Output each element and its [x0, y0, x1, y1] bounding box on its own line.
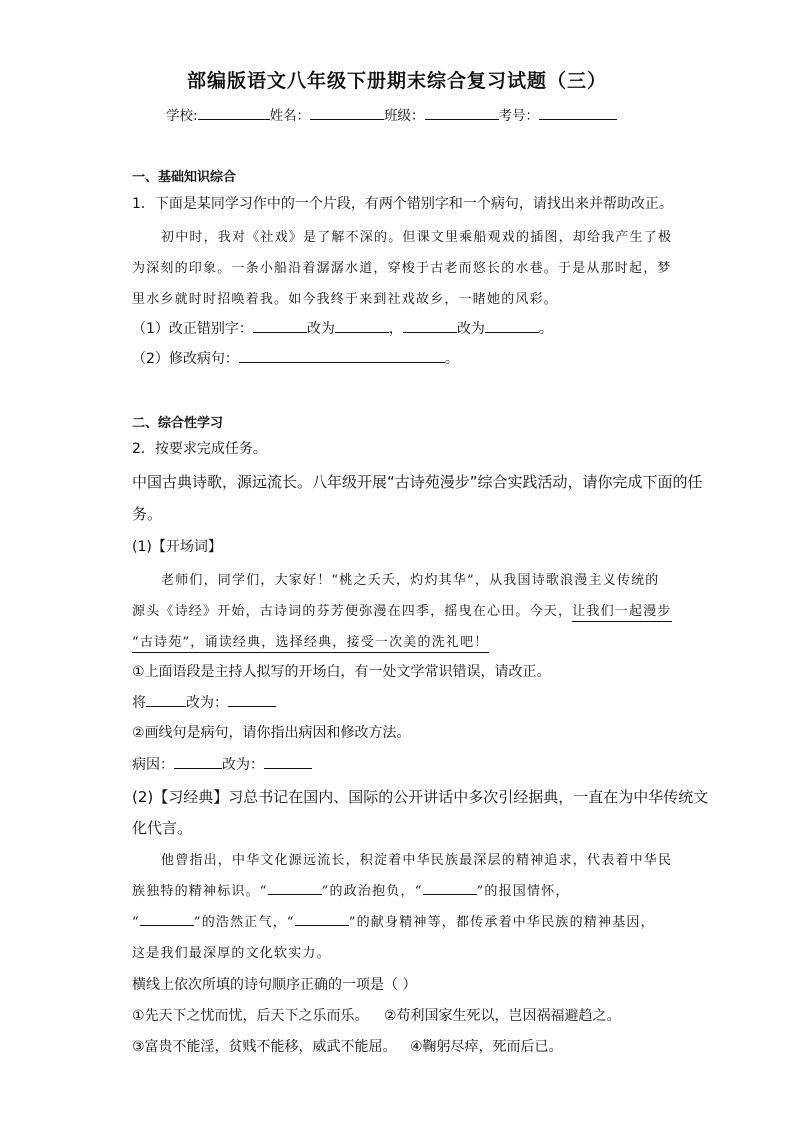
sub1-change-to-2: 改为 — [456, 321, 485, 337]
task1-to-label: 改为： — [186, 695, 228, 711]
sub1-change-to-1: 改为 — [306, 321, 335, 337]
sub1-comma: ， — [388, 321, 403, 337]
typo-fix-blank-1[interactable] — [335, 318, 389, 333]
task1-fill — [132, 692, 276, 712]
underlined-sentence-part1: 让我们一起漫步 — [572, 604, 671, 622]
passage1-line3: 里水乡就时时招唤着我。如今我终于来到社戏故乡，一睹她的风彩。 — [132, 292, 559, 307]
exam-no-label: 考号： — [498, 108, 540, 124]
passage1-line2: 为深刻的印象。一条小船沿着潺潺水道，穿梭于古老而悠长的水巷。于是从那时起，梦 — [132, 261, 672, 276]
task2-cause-blank[interactable] — [174, 754, 222, 769]
task2-fix-label: 改为： — [222, 757, 264, 773]
task1-from-label: 将 — [132, 695, 146, 711]
task2-fill — [132, 754, 312, 774]
typo-blank-1[interactable] — [253, 318, 307, 333]
part1-label: (1)【开场词】 — [132, 539, 222, 555]
task2-text: ②画线句是病句，请你指出病因和修改方法。 — [132, 725, 411, 741]
page-title: 部编版语文八年级下册期末综合复习试题（三） — [186, 70, 607, 92]
choice-question: 横线上依次所填的诗句顺序正确的一项是（ ） — [132, 977, 417, 993]
passage1-line1: 初中时，我对《社戏》是了解不深的。但课文里乘船观戏的插图，却给我产生了极 — [161, 230, 673, 245]
sub2-label: （2）修改病句： — [132, 351, 239, 367]
intro-line2: 务。 — [132, 505, 163, 523]
option-3: ③富贵不能淫，贫贱不能移，威武不能屈。 — [132, 1039, 397, 1055]
poem-blank-2[interactable] — [423, 880, 477, 895]
class-label: 班级： — [384, 108, 425, 124]
opening-line3 — [132, 631, 489, 650]
poem-blank-4[interactable] — [295, 911, 349, 926]
school-blank[interactable] — [198, 105, 270, 120]
exam-no-blank[interactable] — [539, 105, 617, 120]
underlined-sentence-part2: “古诗苑”，诵读经典，选择经典，接受一次美的洗礼吧！ — [132, 635, 489, 653]
quote-line2-text-a: 族独特的精神标识。“ — [132, 884, 268, 899]
part2-line1: (2)【习经典】习总书记在国内、国际的公开讲话中多次引经据典，一直在为中华传统文 — [132, 788, 709, 806]
quote-line2-text-c: ”的报国情怀， — [476, 884, 570, 899]
quote-passage-line4: 这是我们最深厚的文化软实力。 — [132, 946, 331, 961]
school-label: 学校: — [166, 108, 198, 124]
task2-cause-label: 病因： — [132, 757, 174, 773]
part2-line2: 化代言。 — [132, 819, 193, 837]
poem-blank-3[interactable] — [140, 911, 194, 926]
quote-line3-text-c: ”的献身精神等，都传承着中华民族的精神基因， — [348, 915, 655, 930]
sub-question-2 — [132, 348, 459, 368]
quote-passage-line2 — [132, 880, 570, 899]
task1-text: ①上面语段是主持人拟写的开场白，有一处文学常识错误，请改正。 — [132, 664, 551, 680]
name-blank[interactable] — [310, 105, 384, 120]
opening-line1: 老师们，同学们，大家好！“桃之夭夭，灼灼其华”，从我国诗歌浪漫主义传统的 — [161, 573, 660, 588]
class-blank[interactable] — [425, 105, 499, 120]
typo-fix-blank-2[interactable] — [485, 318, 539, 333]
opening-line2 — [132, 600, 672, 619]
quote-passage-line3 — [132, 911, 655, 930]
section2-heading: 二、综合性学习 — [132, 416, 224, 431]
sub2-period: 。 — [444, 351, 459, 367]
name-label: 姓名： — [269, 108, 311, 124]
section1-heading: 一、基础知识综合 — [132, 170, 237, 185]
task1-from-blank[interactable] — [146, 692, 186, 707]
question1-text: 1．下面是某同学习作中的一个片段，有两个错别字和一个病句，请找出来并帮助改正。 — [132, 196, 673, 212]
option-4: ④鞠躬尽瘁，死而后已。 — [410, 1039, 563, 1055]
sub1-label: （1）改正错别字： — [132, 321, 253, 337]
task1-to-blank[interactable] — [228, 692, 276, 707]
opening-line2-text: 源头《诗经》开始，古诗词的芬芳便弥漫在四季，摇曳在心田。今天， — [132, 604, 573, 619]
sub-question-1 — [132, 318, 553, 338]
quote-line2-text-b: ”的政治抱负，“ — [321, 884, 423, 899]
quote-passage-line1: 他曾指出，中华文化源远流长，积淀着中华民族最深层的精神追求，代表着中华民 — [161, 853, 673, 868]
quote-line3-text-b: ”的浩然正气，“ — [193, 915, 295, 930]
task2-fix-blank[interactable] — [264, 754, 312, 769]
question2-text: 2．按要求完成任务。 — [132, 441, 267, 457]
typo-blank-2[interactable] — [403, 318, 457, 333]
student-info-line — [166, 104, 617, 124]
intro-line1: 中国古典诗歌，源远流长。八年级开展“古诗苑漫步”综合实践活动，请你完成下面的任 — [132, 473, 703, 491]
sentence-fix-blank[interactable] — [239, 348, 445, 363]
poem-blank-1[interactable] — [268, 880, 322, 895]
option-1: ①先天下之忧而忧，后天下之乐而乐。 — [132, 1008, 369, 1024]
sub1-period: 。 — [538, 321, 553, 337]
quote-line3-text-a: “ — [132, 915, 140, 930]
option-2: ②苟利国家生死以，岂因祸福避趋之。 — [384, 1008, 621, 1024]
